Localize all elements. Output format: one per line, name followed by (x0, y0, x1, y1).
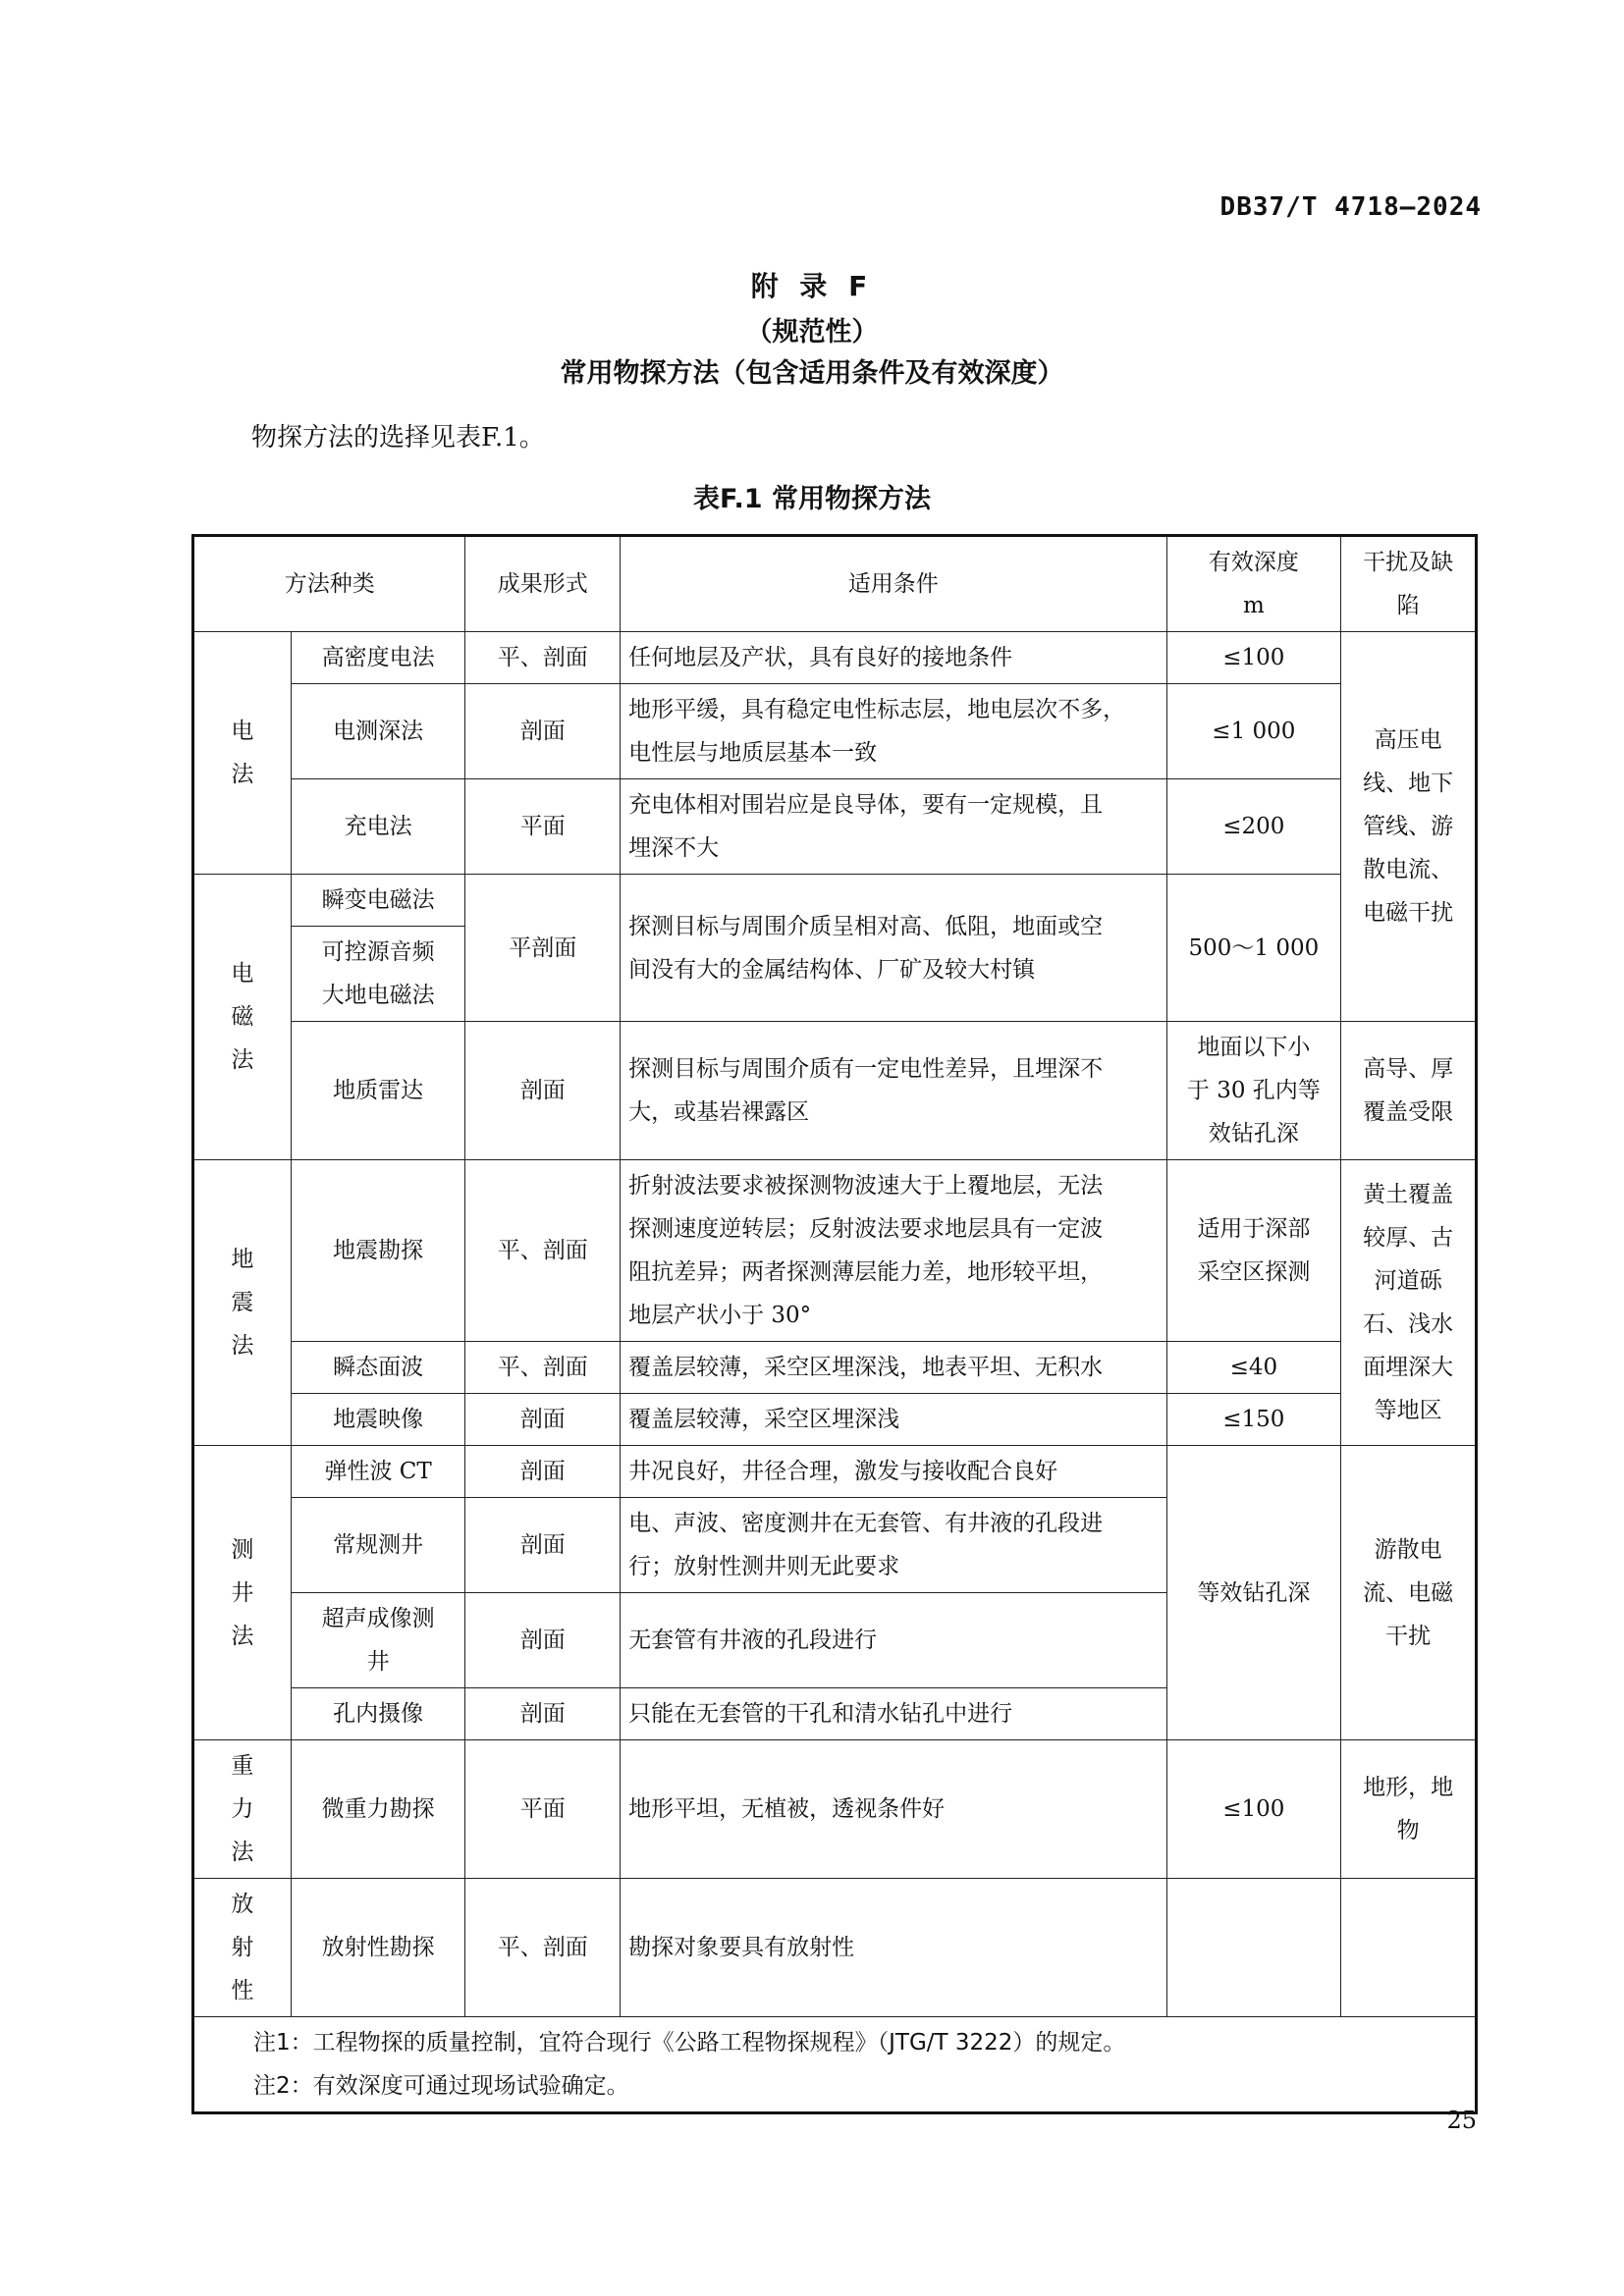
header-depth: 有效深度 m (1166, 536, 1341, 632)
method-cell: 高密度电法 (291, 632, 465, 684)
depth-cell-empty (1166, 1879, 1341, 2017)
method-cell: 地质雷达 (291, 1022, 465, 1160)
table-row (193, 1879, 1477, 2017)
result-cell: 平、剖面 (465, 1879, 621, 2017)
intro-paragraph: 物探方法的选择见表F.1。 (251, 423, 545, 453)
table-notes (193, 2017, 1477, 2113)
method-cell: 放射性勘探 (291, 1879, 465, 2017)
methods-table (191, 534, 1478, 2114)
header-interference: 干扰及缺 陷 (1341, 536, 1477, 632)
header-method: 方法种类 (193, 536, 465, 632)
appendix-heading: 附 录 F (750, 270, 874, 302)
condition-cell: 覆盖层较薄，采空区埋深浅 (621, 1394, 1166, 1446)
method-cell: 充电法 (291, 779, 465, 875)
notes-cell (193, 2017, 1477, 2113)
condition-cell: 地形平缓，具有稳定电性标志层，地电层次不多， 电性层与地质层基本一致 (621, 684, 1166, 779)
result-cell: 剖面 (465, 1446, 621, 1498)
method-cell: 超声成像测 井 (291, 1593, 465, 1688)
method-cell: 瞬变电磁法 (291, 875, 465, 927)
condition-cell: 探测目标与周围介质呈相对高、低阻，地面或空 间没有大的金属结构体、厂矿及较大村镇 (621, 875, 1166, 1022)
table-row (193, 632, 1477, 684)
depth-cell: ≤100 (1166, 1740, 1341, 1879)
condition-cell: 地形平坦，无植被，透视条件好 (621, 1740, 1166, 1879)
interference-cell: 地形，地 物 (1341, 1740, 1477, 1879)
depth-cell: 适用于深部 采空区探测 (1166, 1160, 1341, 1342)
result-cell: 平、剖面 (465, 1160, 621, 1342)
table-row (193, 1394, 1477, 1446)
method-cell: 地震映像 (291, 1394, 465, 1446)
interference-cell-empty (1341, 1879, 1477, 2017)
note-2: 注2：有效深度可通过现场试验确定。 (253, 2073, 629, 2099)
normative-label: （规范性） (745, 317, 879, 347)
category-logging: 测 井 法 (193, 1446, 292, 1740)
standard-code: DB37/T 4718—2024 (1219, 192, 1482, 222)
condition-cell: 只能在无套管的干孔和清水钻孔中进行 (621, 1688, 1166, 1740)
category-gravity: 重 力 法 (193, 1740, 292, 1879)
method-cell: 电测深法 (291, 684, 465, 779)
header-result: 成果形式 (465, 536, 621, 632)
method-cell: 常规测井 (291, 1498, 465, 1593)
depth-logging: 等效钻孔深 (1166, 1446, 1341, 1740)
condition-cell: 折射波法要求被探测物波速大于上覆地层，无法 探测速度逆转层；反射波法要求地层具有一定波 阻抗差异；两者探测薄层能力差，地形较平坦， 地层产状小于 30° (621, 1160, 1166, 1342)
result-cell: 平剖面 (465, 875, 621, 1022)
method-cell: 瞬态面波 (291, 1342, 465, 1394)
table-row (193, 1022, 1477, 1160)
table-header-row (193, 536, 1477, 632)
method-cell: 可控源音频 大地电磁法 (291, 927, 465, 1022)
condition-cell: 探测目标与周围介质有一定电性差异，且埋深不 大，或基岩裸露区 (621, 1022, 1166, 1160)
header-condition: 适用条件 (621, 536, 1166, 632)
method-cell: 地震勘探 (291, 1160, 465, 1342)
condition-cell: 井况良好，井径合理，激发与接收配合良好 (621, 1446, 1166, 1498)
table-row (193, 1446, 1477, 1498)
category-radioactive: 放 射 性 (193, 1879, 292, 2017)
interference-cell: 高导、厚 覆盖受限 (1341, 1022, 1477, 1160)
condition-cell: 无套管有井液的孔段进行 (621, 1593, 1166, 1688)
condition-cell: 任何地层及产状，具有良好的接地条件 (621, 632, 1166, 684)
method-cell: 弹性波 CT (291, 1446, 465, 1498)
depth-cell: ≤150 (1166, 1394, 1341, 1446)
result-cell: 剖面 (465, 1394, 621, 1446)
category-em: 电 磁 法 (193, 875, 292, 1160)
result-cell: 平、剖面 (465, 1342, 621, 1394)
interference-electric-em: 高压电 线、地下 管线、游 散电流、 电磁干扰 (1341, 632, 1477, 1022)
table-row (193, 1740, 1477, 1879)
result-cell: 平、剖面 (465, 632, 621, 684)
appendix-title: 常用物探方法（包含适用条件及有效深度） (560, 358, 1064, 389)
method-cell: 孔内摄像 (291, 1688, 465, 1740)
table-caption: 表F.1 常用物探方法 (693, 484, 931, 514)
depth-cell: ≤40 (1166, 1342, 1341, 1394)
depth-cell: ≤1 000 (1166, 684, 1341, 779)
table-row (193, 684, 1477, 779)
interference-logging: 游散电 流、电磁 干扰 (1341, 1446, 1477, 1740)
condition-cell: 电、声波、密度测井在无套管、有井液的孔段进 行；放射性测井则无此要求 (621, 1498, 1166, 1593)
result-cell: 剖面 (465, 1022, 621, 1160)
method-cell: 微重力勘探 (291, 1740, 465, 1879)
table-row (193, 1160, 1477, 1342)
result-cell: 平面 (465, 779, 621, 875)
result-cell: 剖面 (465, 684, 621, 779)
condition-cell: 勘探对象要具有放射性 (621, 1879, 1166, 2017)
table-row (193, 875, 1477, 927)
condition-cell: 充电体相对围岩应是良导体，要有一定规模，且 埋深不大 (621, 779, 1166, 875)
table-row (193, 779, 1477, 875)
depth-cell: ≤100 (1166, 632, 1341, 684)
result-cell: 平面 (465, 1740, 621, 1879)
interference-seismic: 黄土覆盖 较厚、古 河道砾 石、浅水 面埋深大 等地区 (1341, 1160, 1477, 1446)
result-cell: 剖面 (465, 1593, 621, 1688)
condition-cell: 覆盖层较薄，采空区埋深浅，地表平坦、无积水 (621, 1342, 1166, 1394)
note-1: 注1：工程物探的质量控制，宜符合现行《公路工程物探规程》（JTG/T 3222）的规定。 (253, 2030, 1126, 2056)
depth-cell: 地面以下小 于 30 孔内等 效钻孔深 (1166, 1022, 1341, 1160)
table-row (193, 1342, 1477, 1394)
category-seismic: 地 震 法 (193, 1160, 292, 1446)
depth-cell: 500～1 000 (1166, 875, 1341, 1022)
result-cell: 剖面 (465, 1498, 621, 1593)
result-cell: 剖面 (465, 1688, 621, 1740)
category-electric: 电 法 (193, 632, 292, 875)
depth-cell: ≤200 (1166, 779, 1341, 875)
page-number: 25 (1446, 2107, 1477, 2134)
